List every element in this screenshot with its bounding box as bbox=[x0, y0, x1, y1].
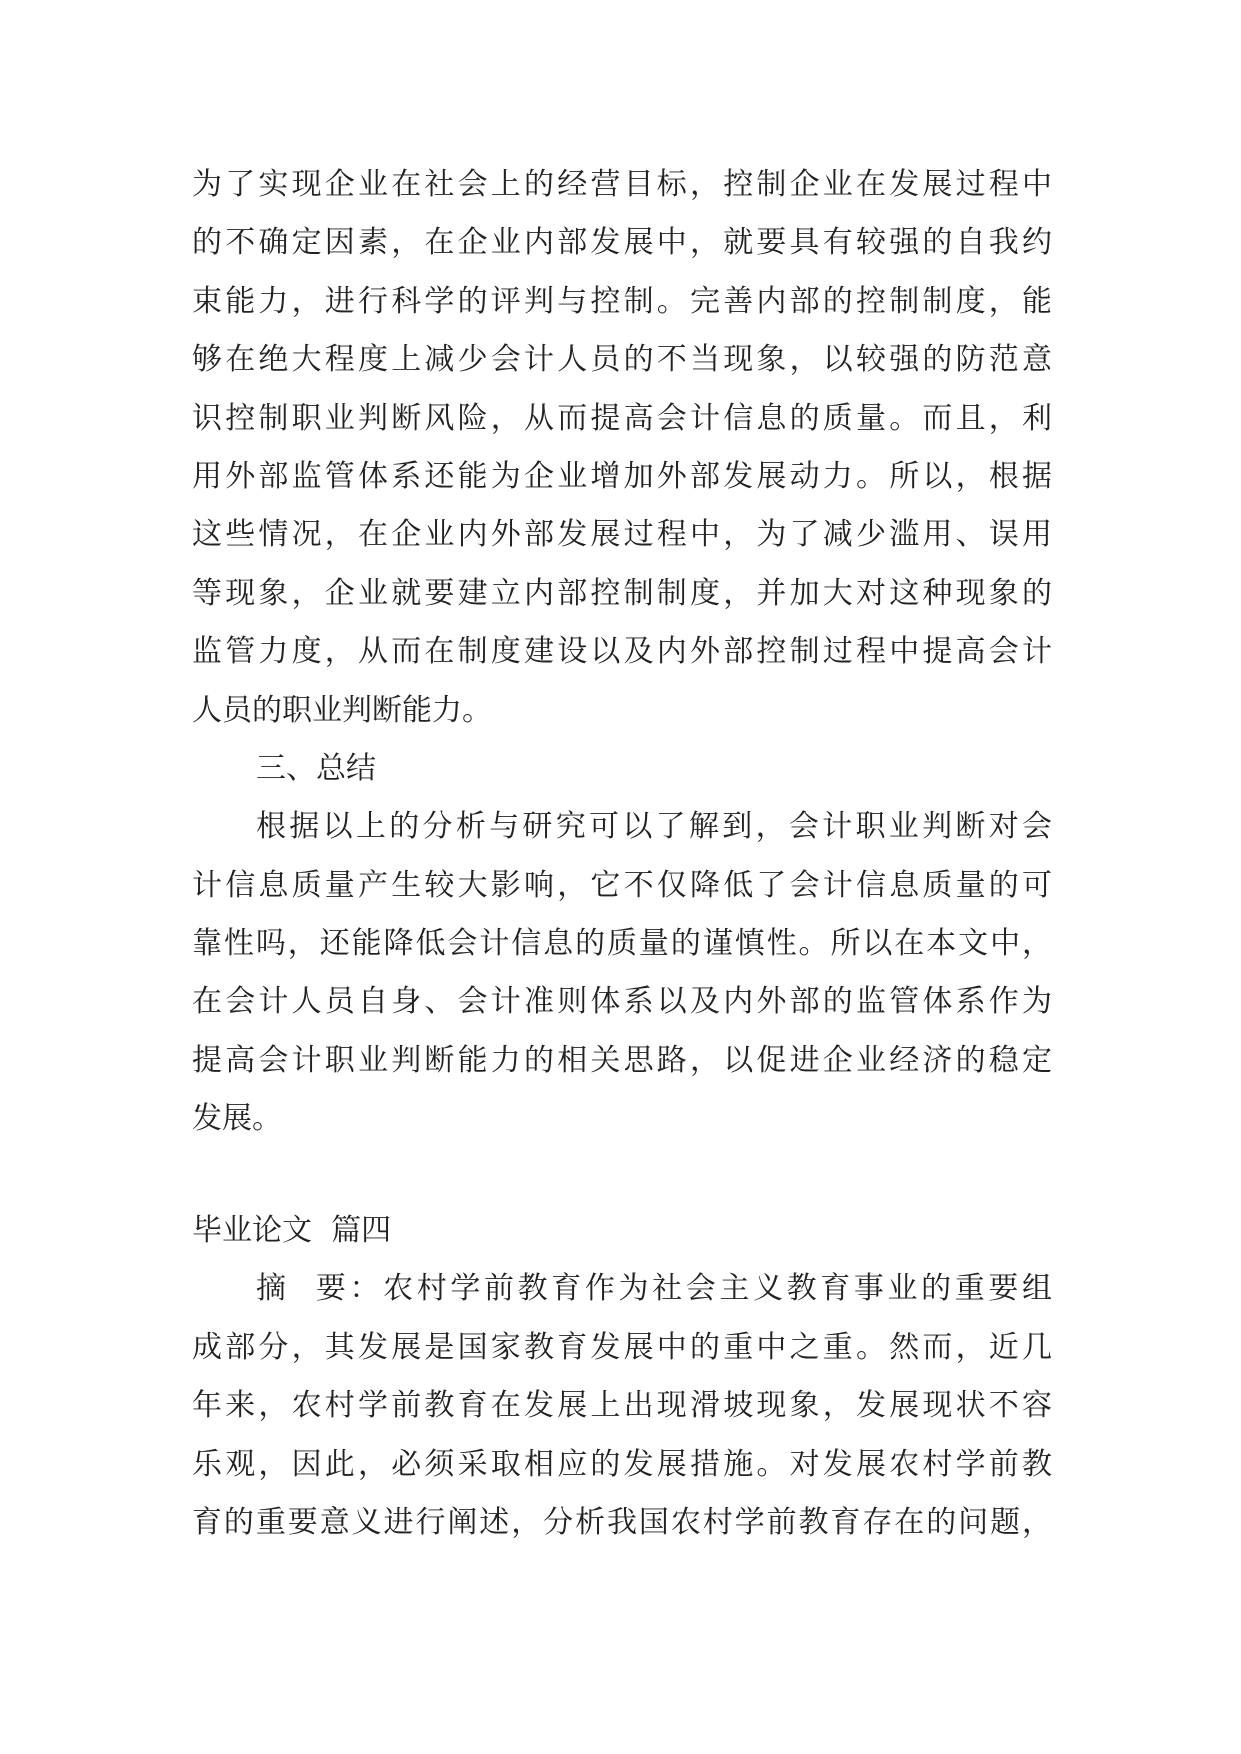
text-line: 人员的职业判断能力。 bbox=[192, 692, 492, 728]
paragraph-1 bbox=[192, 156, 1052, 740]
abstract-paragraph bbox=[192, 1260, 1052, 1552]
section-1 bbox=[192, 156, 1052, 1149]
text-line: 摘 要：农村学前教育作为社会主义教育事业的重要组 bbox=[256, 1271, 1052, 1307]
text-line: 为了实现企业在社会上的经营目标，控制企业在发展过程中 bbox=[192, 167, 1052, 202]
text-line: 靠性吗，还能降低会计信息的质量的谨慎性。所以在本文中， bbox=[192, 926, 1052, 962]
text-line: 用外部监管体系还能为企业增加外部发展动力。所以，根据 bbox=[192, 458, 1052, 494]
text-line: 根据以上的分析与研究可以了解到，会计职业判断对会 bbox=[256, 809, 1052, 845]
text-line: 识控制职业判断风险，从而提高会计信息的质量。而且，利 bbox=[192, 400, 1052, 436]
article-title: 毕业论文 篇四 bbox=[192, 1213, 392, 1248]
paragraph-2 bbox=[192, 798, 1052, 1148]
text-line: 够在绝大程度上减少会计人员的不当现象，以较强的防范意 bbox=[192, 342, 1052, 378]
text-line: 等现象，企业就要建立内部控制制度，并加大对这种现象的 bbox=[192, 575, 1052, 611]
text-line: 这些情况，在企业内外部发展过程中，为了减少滥用、误用 bbox=[192, 517, 1052, 553]
text-line: 发展。 bbox=[192, 1101, 282, 1137]
text-line: 育的重要意义进行阐述，分析我国农村学前教育存在的问题， bbox=[192, 1504, 1052, 1540]
text-line: 束能力，进行科学的评判与控制。完善内部的控制制度，能 bbox=[192, 283, 1052, 319]
section-2 bbox=[192, 1202, 1052, 1552]
section-heading: 三、总结 bbox=[256, 750, 376, 786]
text-line: 乐观，因此，必须采取相应的发展措施。对发展农村学前教 bbox=[192, 1446, 1052, 1482]
text-line: 年来，农村学前教育在发展上出现滑坡现象，发展现状不容 bbox=[192, 1388, 1052, 1424]
text-line: 监管力度，从而在制度建设以及内外部控制过程中提高会计 bbox=[192, 634, 1052, 670]
text-line: 的不确定因素，在企业内部发展中，就要具有较强的自我约 bbox=[192, 225, 1052, 261]
text-line: 在会计人员自身、会计准则体系以及内外部的监管体系作为 bbox=[192, 984, 1052, 1020]
text-line: 计信息质量产生较大影响，它不仅降低了会计信息质量的可 bbox=[192, 867, 1052, 903]
text-line: 提高会计职业判断能力的相关思路，以促进企业经济的稳定 bbox=[192, 1042, 1052, 1078]
text-line: 成部分，其发展是国家教育发展中的重中之重。然而，近几 bbox=[192, 1329, 1052, 1365]
